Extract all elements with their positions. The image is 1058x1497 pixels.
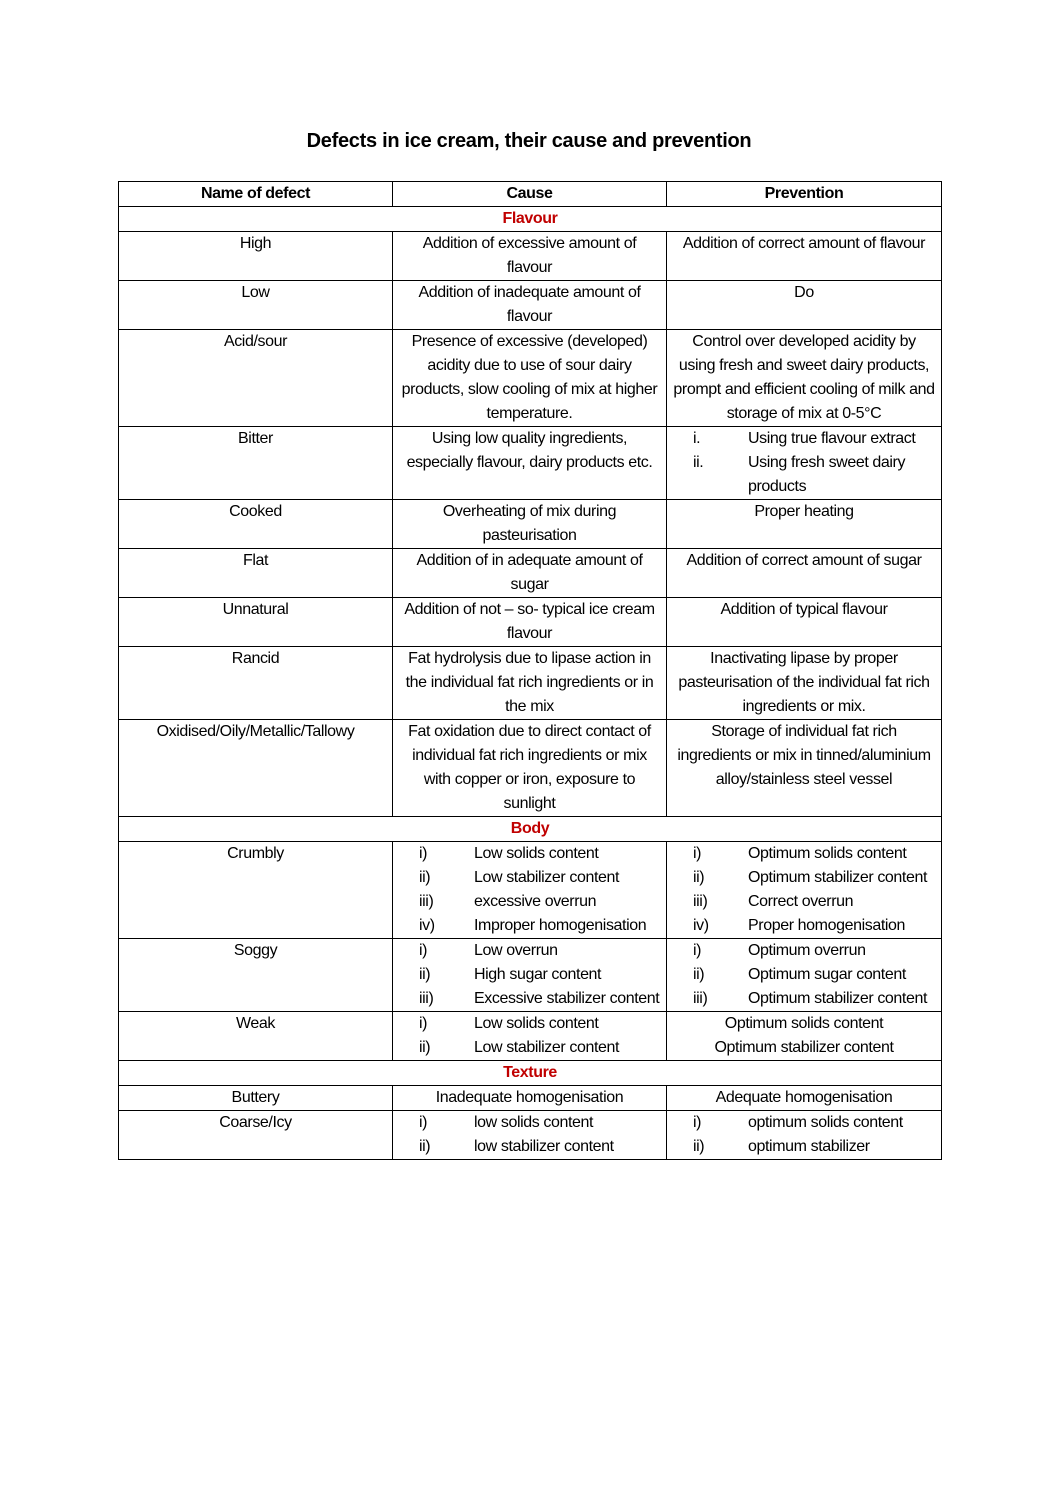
column-header-prevention: Prevention bbox=[667, 182, 942, 207]
list-item bbox=[399, 890, 660, 914]
list-item bbox=[673, 939, 935, 963]
list-text: Proper homogenisation bbox=[748, 917, 906, 934]
defect-cause: Addition of in adequate amount of sugar bbox=[393, 549, 667, 598]
list-item bbox=[399, 963, 660, 987]
list-text: excessive overrun bbox=[474, 893, 597, 910]
defect-name: Low bbox=[119, 281, 393, 330]
list-item bbox=[399, 939, 660, 963]
defect-name: Unnatural bbox=[119, 598, 393, 647]
defect-name: Flat bbox=[119, 549, 393, 598]
list-number: ii) bbox=[419, 966, 431, 983]
list-item bbox=[673, 963, 935, 987]
list-number: iii) bbox=[419, 990, 434, 1007]
defect-prevention: Addition of correct amount of flavour bbox=[667, 232, 942, 281]
defects-table bbox=[118, 181, 942, 1160]
defect-cause: Addition of excessive amount of flavour bbox=[393, 232, 667, 281]
defect-prevention: Adequate homogenisation bbox=[667, 1086, 942, 1111]
table-row bbox=[119, 232, 942, 281]
defect-cause: Presence of excessive (developed) acidity due to use of sour dairy products, slow cooling of mix at higher temperature. bbox=[393, 330, 667, 427]
list-text: low solids content bbox=[474, 1114, 594, 1131]
section-header: Texture bbox=[119, 1061, 942, 1086]
list-item bbox=[673, 890, 935, 914]
list-text: Improper homogenisation bbox=[474, 917, 647, 934]
list-number: ii) bbox=[419, 1138, 431, 1155]
section-header: Flavour bbox=[119, 207, 942, 232]
list-item bbox=[399, 914, 660, 938]
defect-prevention bbox=[667, 1111, 942, 1160]
list-text: Optimum stabilizer content bbox=[748, 990, 928, 1007]
list-item bbox=[673, 842, 935, 866]
list-item bbox=[399, 987, 660, 1011]
list-text: Optimum solids content bbox=[748, 845, 907, 862]
table-row bbox=[119, 1111, 942, 1160]
defect-cause: Addition of inadequate amount of flavour bbox=[393, 281, 667, 330]
defect-name: Soggy bbox=[119, 939, 393, 1012]
list-text: Optimum sugar content bbox=[748, 966, 906, 983]
list-item bbox=[399, 1012, 660, 1036]
list-item bbox=[673, 1135, 935, 1159]
defect-name: Buttery bbox=[119, 1086, 393, 1111]
table-row bbox=[119, 1086, 942, 1111]
defect-cause: Fat oxidation due to direct contact of individual fat rich ingredients or mix with copper or iron, exposure to sunlight bbox=[393, 720, 667, 817]
prevention-list bbox=[673, 1111, 935, 1159]
list-item bbox=[673, 1111, 935, 1135]
prevention-list bbox=[673, 842, 935, 938]
defect-prevention: Proper heating bbox=[667, 500, 942, 549]
list-number: ii) bbox=[419, 869, 431, 886]
list-text: optimum stabilizer bbox=[748, 1138, 870, 1155]
section-row-texture bbox=[119, 1061, 942, 1086]
list-item bbox=[673, 427, 935, 451]
table-row bbox=[119, 500, 942, 549]
list-number: iv) bbox=[419, 917, 435, 934]
list-number: ii) bbox=[693, 869, 705, 886]
prevention-line: Optimum solids content bbox=[724, 1015, 884, 1032]
list-number: iii) bbox=[693, 893, 708, 910]
defect-name: Rancid bbox=[119, 647, 393, 720]
table-row bbox=[119, 842, 942, 939]
list-text: Excessive stabilizer content bbox=[474, 990, 660, 1007]
list-number: i) bbox=[419, 845, 428, 862]
defect-cause: Using low quality ingredients, especially flavour, dairy products etc. bbox=[393, 427, 667, 500]
defect-cause bbox=[393, 1012, 667, 1061]
list-item bbox=[673, 451, 935, 499]
table-row bbox=[119, 1012, 942, 1061]
list-text: Low solids content bbox=[474, 1015, 599, 1032]
cause-list bbox=[399, 842, 660, 938]
table-header-row bbox=[119, 182, 942, 207]
defect-prevention: Inactivating lipase by proper pasteurisation of the individual fat rich ingredients or mix. bbox=[667, 647, 942, 720]
defect-prevention bbox=[667, 427, 942, 500]
defect-prevention bbox=[667, 842, 942, 939]
table-row bbox=[119, 939, 942, 1012]
list-item bbox=[673, 914, 935, 938]
list-text: Correct overrun bbox=[748, 893, 854, 910]
defect-prevention: Addition of typical flavour bbox=[667, 598, 942, 647]
list-number: ii) bbox=[419, 1039, 431, 1056]
table-row bbox=[119, 549, 942, 598]
defect-name: Coarse/Icy bbox=[119, 1111, 393, 1160]
section-row-body bbox=[119, 817, 942, 842]
list-number: ii) bbox=[693, 1138, 705, 1155]
defect-name: Oxidised/Oily/Metallic/Tallowy bbox=[119, 720, 393, 817]
list-number: iii) bbox=[693, 990, 708, 1007]
list-text: Using fresh sweet dairy products bbox=[748, 454, 906, 495]
list-text: High sugar content bbox=[474, 966, 602, 983]
section-row-flavour bbox=[119, 207, 942, 232]
prevention-list bbox=[673, 939, 935, 1011]
list-number: i. bbox=[693, 430, 701, 447]
column-header-cause: Cause bbox=[393, 182, 667, 207]
list-number: i) bbox=[693, 845, 702, 862]
defect-name: Weak bbox=[119, 1012, 393, 1061]
list-text: Low stabilizer content bbox=[474, 869, 620, 886]
defect-prevention: Addition of correct amount of sugar bbox=[667, 549, 942, 598]
defect-cause bbox=[393, 842, 667, 939]
list-item bbox=[399, 866, 660, 890]
list-number: i) bbox=[419, 1015, 428, 1032]
prevention-line: Optimum stabilizer content bbox=[714, 1039, 894, 1056]
table-row bbox=[119, 598, 942, 647]
defect-cause bbox=[393, 1111, 667, 1160]
list-text: Using true flavour extract bbox=[748, 430, 916, 447]
table-row bbox=[119, 427, 942, 500]
defect-prevention bbox=[667, 939, 942, 1012]
list-number: i) bbox=[419, 942, 428, 959]
list-number: i) bbox=[693, 942, 702, 959]
defect-prevention: Do bbox=[667, 281, 942, 330]
list-text: Low solids content bbox=[474, 845, 599, 862]
defect-cause: Fat hydrolysis due to lipase action in the individual fat rich ingredients or in the mix bbox=[393, 647, 667, 720]
list-text: Optimum stabilizer content bbox=[748, 869, 928, 886]
defect-name: Bitter bbox=[119, 427, 393, 500]
defect-cause: Addition of not – so- typical ice cream flavour bbox=[393, 598, 667, 647]
list-item bbox=[399, 842, 660, 866]
prevention-list bbox=[673, 427, 935, 499]
defect-cause bbox=[393, 939, 667, 1012]
cause-list bbox=[399, 1111, 660, 1159]
column-header-name: Name of defect bbox=[119, 182, 393, 207]
table-row bbox=[119, 720, 942, 817]
page-title: Defects in ice cream, their cause and prevention bbox=[306, 130, 752, 152]
list-item bbox=[399, 1135, 660, 1159]
list-text: low stabilizer content bbox=[474, 1138, 614, 1155]
list-number: i) bbox=[419, 1114, 428, 1131]
table-row bbox=[119, 281, 942, 330]
list-item bbox=[673, 987, 935, 1011]
defect-name: Cooked bbox=[119, 500, 393, 549]
list-number: iii) bbox=[419, 893, 434, 910]
defect-prevention bbox=[667, 1012, 942, 1061]
cause-list bbox=[399, 1012, 660, 1060]
list-number: iv) bbox=[693, 917, 709, 934]
list-item bbox=[673, 866, 935, 890]
defect-prevention: Storage of individual fat rich ingredients or mix in tinned/aluminium alloy/stainless steel vessel bbox=[667, 720, 942, 817]
list-text: optimum solids content bbox=[748, 1114, 903, 1131]
list-text: Low overrun bbox=[474, 942, 558, 959]
defect-cause: Overheating of mix during pasteurisation bbox=[393, 500, 667, 549]
table-row bbox=[119, 647, 942, 720]
defect-name: High bbox=[119, 232, 393, 281]
list-number: ii) bbox=[693, 966, 705, 983]
list-text: Optimum overrun bbox=[748, 942, 866, 959]
defect-name: Crumbly bbox=[119, 842, 393, 939]
list-item bbox=[399, 1111, 660, 1135]
table-row bbox=[119, 330, 942, 427]
list-text: Low stabilizer content bbox=[474, 1039, 620, 1056]
defect-cause: Inadequate homogenisation bbox=[393, 1086, 667, 1111]
list-item bbox=[399, 1036, 660, 1060]
section-header: Body bbox=[119, 817, 942, 842]
defect-prevention: Control over developed acidity by using fresh and sweet dairy products, prompt and efficient cooling of milk and storage of mix at 0-5°C bbox=[667, 330, 942, 427]
cause-list bbox=[399, 939, 660, 1011]
defect-name: Acid/sour bbox=[119, 330, 393, 427]
list-number: i) bbox=[693, 1114, 702, 1131]
list-number: ii. bbox=[693, 454, 704, 471]
